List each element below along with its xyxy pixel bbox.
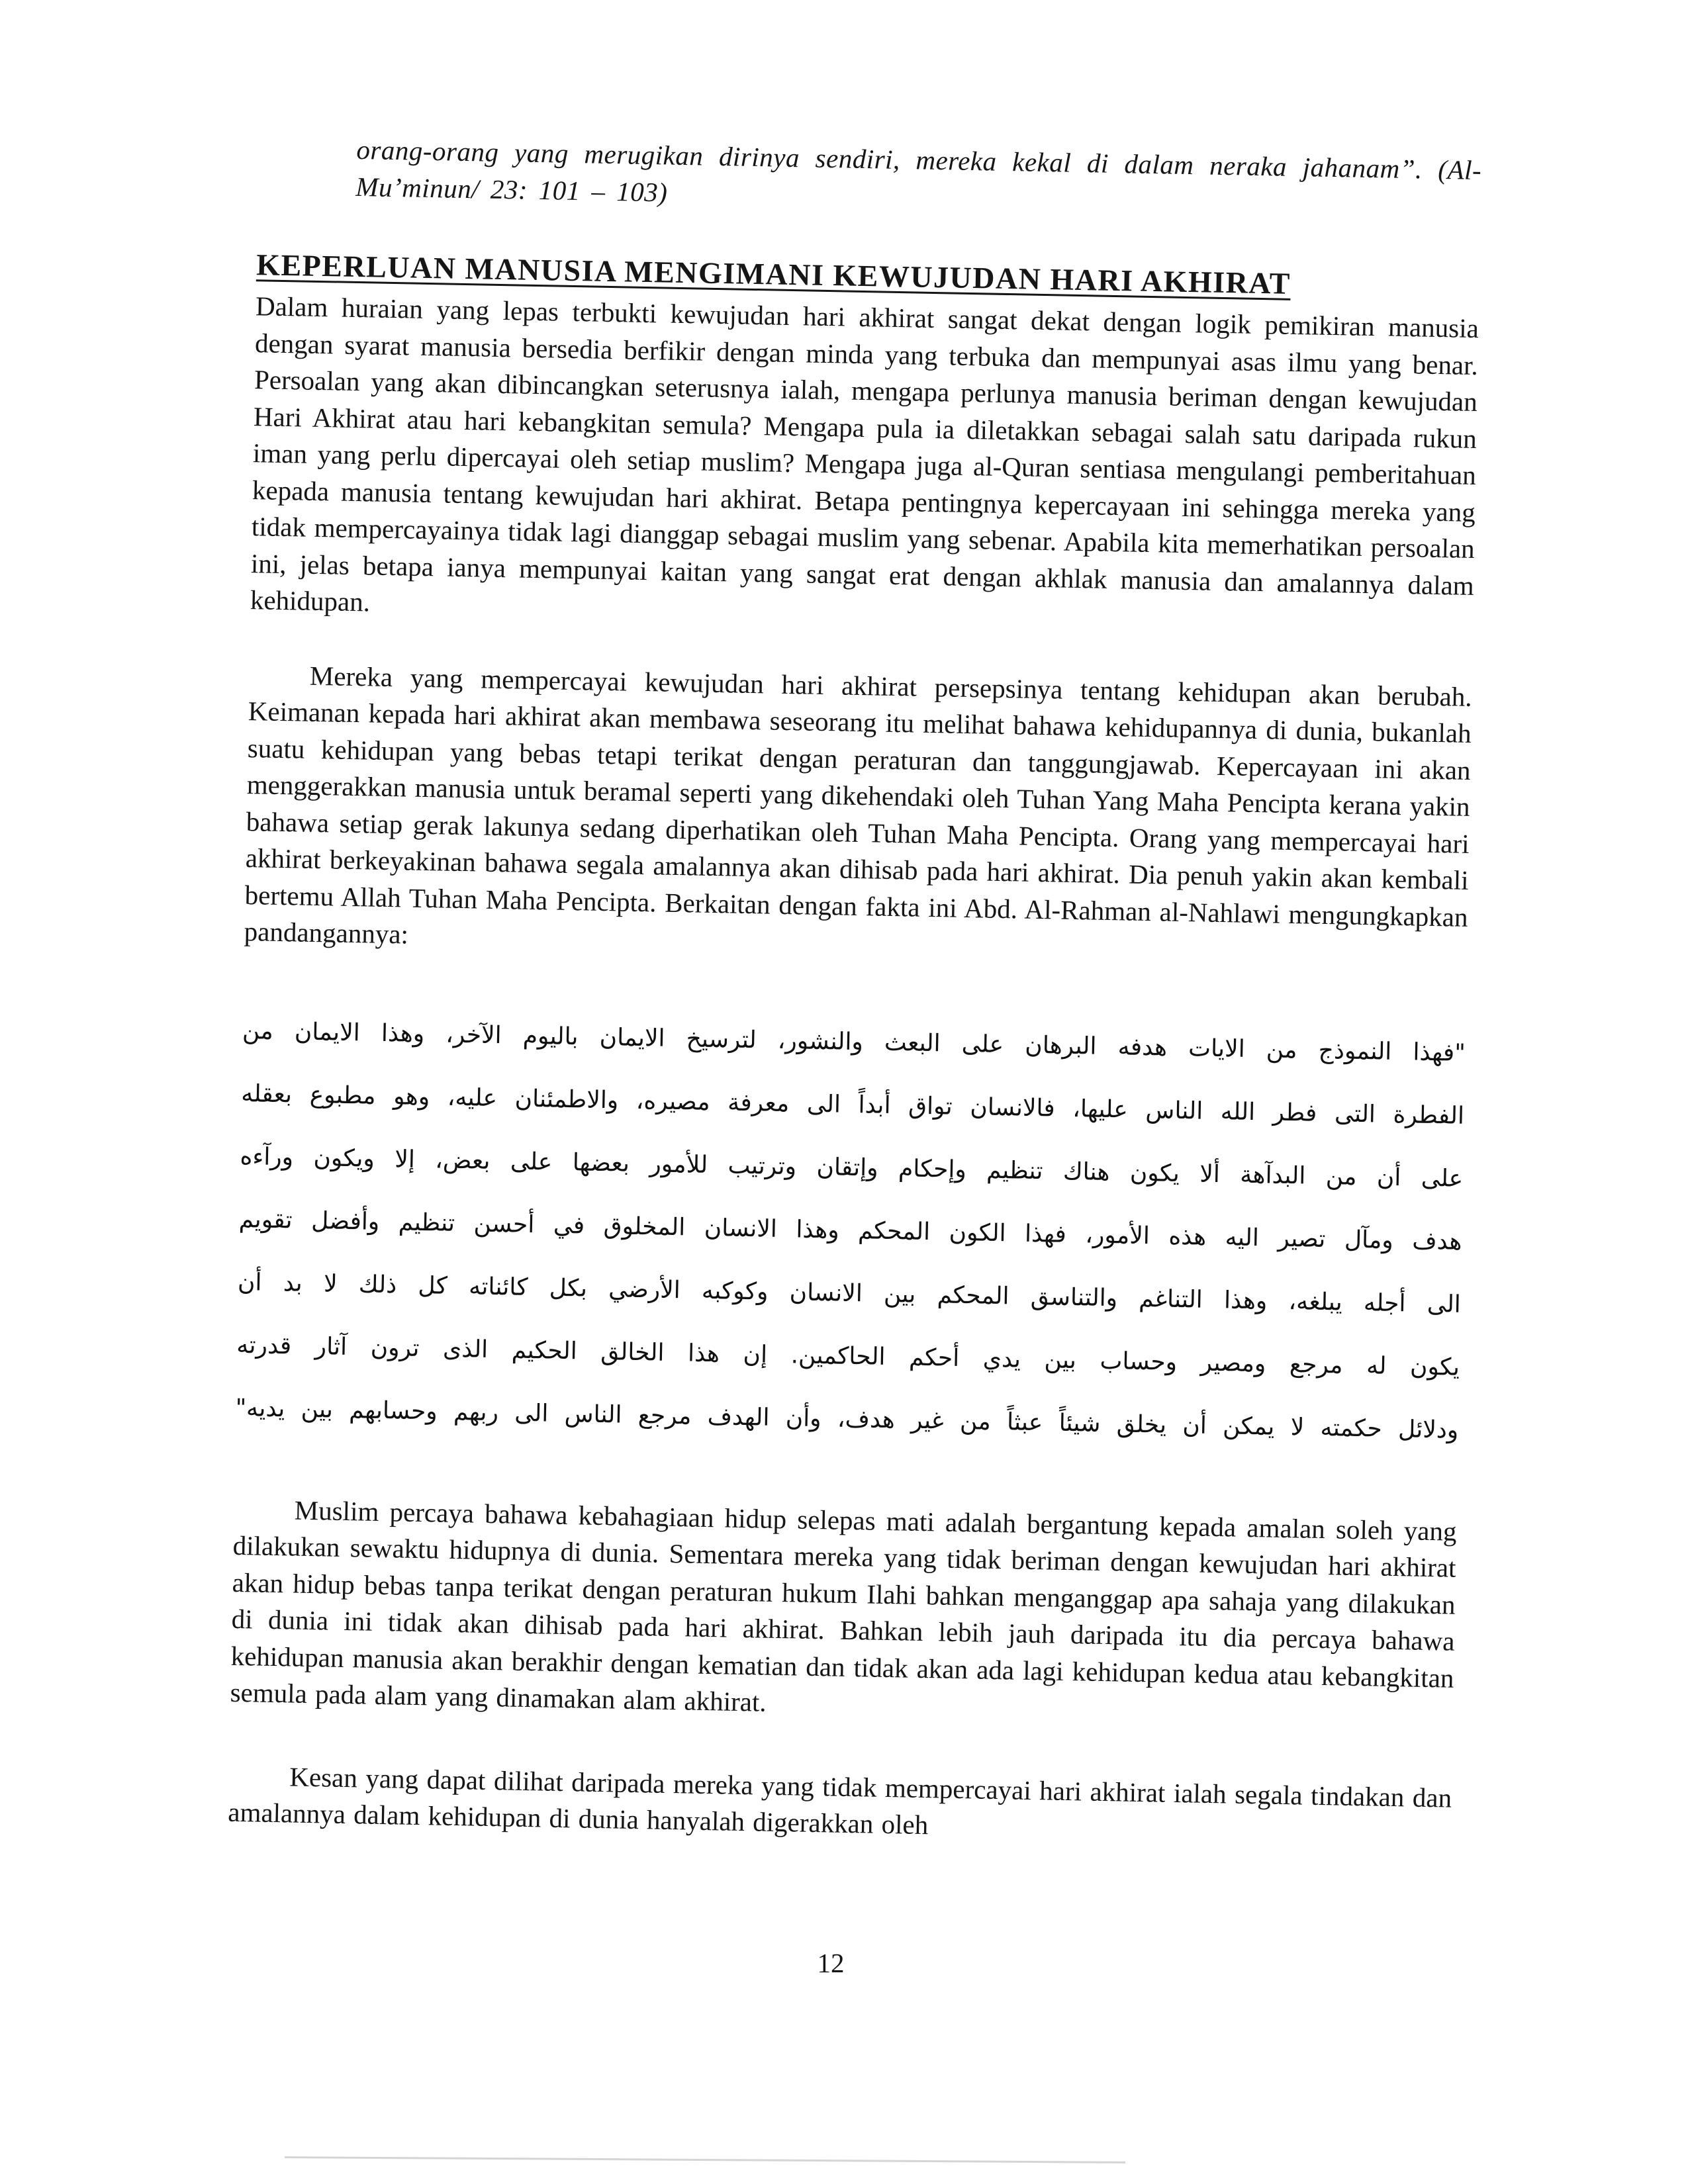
quran-translation-quote: orang-orang yang merugikan dirinya sendiri, mereka kekal di dalam neraka jahanam”. (Al-Mu’minun/ 23: 101 – 103) <box>355 134 1482 208</box>
arabic-line: هدف ومآل تصير اليه هذه الأمور، فهذا الكون المحكم وهذا الانسان المخلوق في أحسن تنظيم وأفضل تقويم <box>238 1205 1462 1255</box>
arabic-line: على أن من البدآهة ألا يكون هناك تنظيم وإحكام وإتقان وترتيب للأمور بعضها على بعض، إلا ويكون ورآءه <box>240 1142 1464 1193</box>
paragraph: Dalam huraian yang lepas terbukti kewujudan hari akhirat sangat dekat dengan logik pemikiran manusia dengan syarat manusia bersedia berfikir dengan minda yang terbuka dan mempunyai asas ilmu yang benar. Persoalan yang akan dibincangkan seterusnya ialah, mengapa perlunya manusia beriman dengan kewujudan Hari Akhirat atau hari kebangkitan semula? Mengapa pula ia diletakkan sebagai salah satu daripada rukun iman yang perlu dipercayai oleh setiap muslim? Mengapa juga al-Quran sentiasa mengulangi pemberitahuan kepada manusia tentang kewujudan hari akhirat. Betapa pentingnya kepercayaan ini sehingga mereka yang tidak mempercayainya tidak lagi dianggap sebagai muslim yang sebenar. Apabila kita memerhatikan persoalan ini, jelas betapa ianya mempunyai kaitan yang sangat erat dengan akhlak manusia dan amalannya dalam kehidupan. <box>250 291 1479 617</box>
arabic-line: ودلائل حكمته لا يمكن أن يخلق شيئاً عبثاً من غير هدف، وأن الهدف مرجع الناس الى ربهم وحسابهم بين يديه" <box>235 1394 1459 1444</box>
section-heading: KEPERLUAN MANUSIA MENGIMANI KEWUJUDAN HARI AKHIRAT <box>256 248 1291 300</box>
page-content <box>228 129 1482 1853</box>
arabic-line: الفطرة التى فطر الله الناس عليها، فالانسان تواق أبداً الى معرفة مصيره، والاطمئنان عليه، وهو مطبوع بعقله <box>240 1079 1465 1130</box>
arabic-quotation-block <box>235 999 1466 1462</box>
paragraph: Mereka yang mempercayai kewujudan hari akhirat persepsinya tentang kehidupan akan berubah. Keimanan kepada hari akhirat akan membawa seseorang itu melihat bahawa kehidupannya di dunia, bukanlah suatu kehidupan yang bebas tetapi terikat dengan peraturan dan tanggungjawab. Kepercayaan ini akan menggerakkan manusia untuk beramal seperti yang dikehendaki oleh Tuhan Yang Maha Pencipta kerana yakin bahawa setiap gerak lakunya sedang diperhatikan oleh Tuhan Maha Pencipta. Orang yang mempercayai hari akhirat berkeyakinan bahawa segala amalannya akan dihisab pada hari akhirat. Dia penuh yakin akan kembali bertemu Allah Tuhan Maha Pencipta. Berkaitan dengan fakta ini Abd. Al-Rahman al-Nahlawi mengungkapkan pandangannya: <box>244 660 1473 950</box>
arabic-line: الى أجله يبلغه، وهذا التناغم والتناسق المحكم بين الانسان وكوكبه الأرضي بكل كائناته كل ذلك لا بد أن <box>237 1268 1462 1318</box>
paragraph: Muslim percaya bahawa kebahagiaan hidup selepas mati adalah bergantung kepada amalan soleh yang dilakukan sewaktu hidupnya di dunia. Sementara mereka yang tidak beriman dengan kewujudan hari akhirat akan hidup bebas tanpa terikat dengan peraturan hukum Ilahi bahkan menganggap apa sahaja yang dilakukan di dunia ini tidak akan dihisab pada hari akhirat. Bahkan lebih jauh daripada itu dia percaya bahawa kehidupan manusia akan berakhir dengan kematian dan tidak akan ada lagi kehidupan kedua atau kebangkitan semula pada alam yang dinamakan alam akhirat. <box>230 1494 1457 1717</box>
scan-artifact-line <box>285 2156 1125 2163</box>
arabic-line: يكون له مرجع ومصير وحساب بين يدي أحكم الحاكمين. إن هذا الخالق الحكيم الذى ترون آثار قدرته <box>236 1331 1460 1381</box>
page-number: 12 <box>817 1948 845 1978</box>
paragraph: Kesan yang dapat dilihat daripada mereka yang tidak mempercayai hari akhirat ialah segala tindakan dan amalannya dalam kehidupan di dunia hanyalah digerakkan oleh <box>227 1761 1452 1841</box>
arabic-line: "فهذا النموذج من الايات هدفه البرهان على البعث والنشور، لترسيخ الايمان باليوم الآخر، وهذا الايمان من <box>242 1017 1466 1067</box>
